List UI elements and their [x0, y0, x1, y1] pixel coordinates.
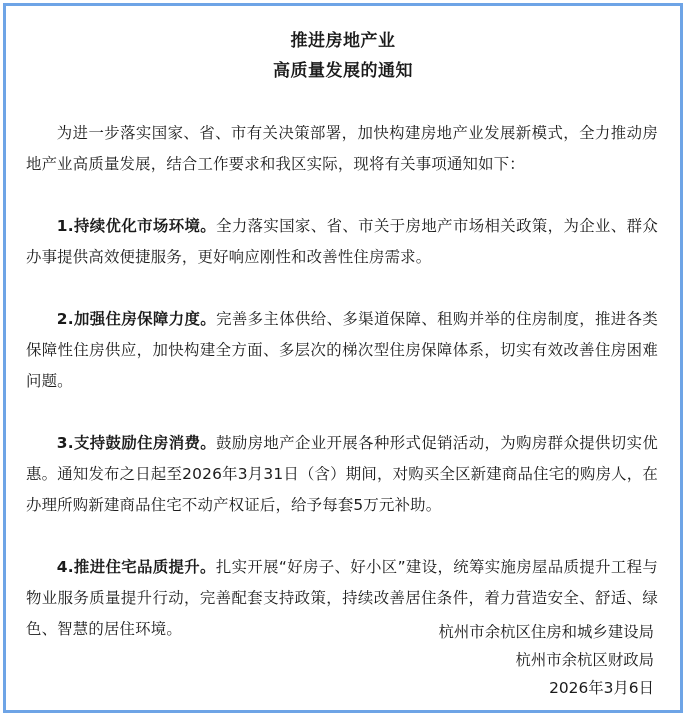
item-heading-2: 2.加强住房保障力度。: [56, 310, 217, 328]
notice-body: [26, 118, 658, 676]
item-text-3: 鼓励房地产企业开展各种形式促销活动，为购房群众提供切实优惠。通知发布之日起至2026年3月31日（含）期间，对购买全区新建商品住宅的购房人，在办理所购新建商品住宅不动产权证后，给予每套5万元补助。: [26, 434, 658, 514]
title-line-2: 高质量发展的通知: [273, 61, 413, 81]
signature-org-1: 杭州市余杭区住房和城乡建设局: [438, 623, 654, 641]
item-paragraph-1: [26, 211, 658, 273]
signature-org-2: 杭州市余杭区财政局: [515, 651, 654, 669]
notice-frame: [3, 3, 683, 713]
item-heading-4: 4.推进住宅品质提升。: [56, 558, 216, 576]
signature-block: [439, 618, 654, 702]
item-heading-1: 1.持续优化市场环境。: [56, 217, 217, 235]
intro-paragraph: 为进一步落实国家、省、市有关决策部署，加快构建房地产业发展新模式，全力推动房地产业高质量发展，结合工作要求和我区实际，现将有关事项通知如下：: [26, 124, 658, 173]
title-line-1: 推进房地产业: [290, 31, 396, 51]
item-text-1: 全力落实国家、省、市关于房地产市场相关政策，为企业、群众办事提供高效便捷服务，更好响应刚性和改善性住房需求。: [26, 217, 658, 266]
item-text-2: 完善多主体供给、多渠道保障、租购并举的住房制度，推进各类保障性住房供应，加快构建全方面、多层次的梯次型住房保障体系，切实有效改善住房困难问题。: [26, 310, 658, 390]
item-paragraph-3: [26, 428, 658, 521]
signature-date: 2026年3月6日: [549, 679, 654, 697]
item-heading-3: 3.支持鼓励住房消费。: [56, 434, 217, 452]
item-paragraph-2: [26, 304, 658, 397]
notice-title: [6, 26, 680, 86]
item-text-4: 扎实开展“好房子、好小区”建设，统筹实施房屋品质提升工程与物业服务质量提升行动，完善配套支持政策，持续改善居住条件，着力营造安全、舒适、绿色、智慧的居住环境。: [26, 558, 658, 638]
